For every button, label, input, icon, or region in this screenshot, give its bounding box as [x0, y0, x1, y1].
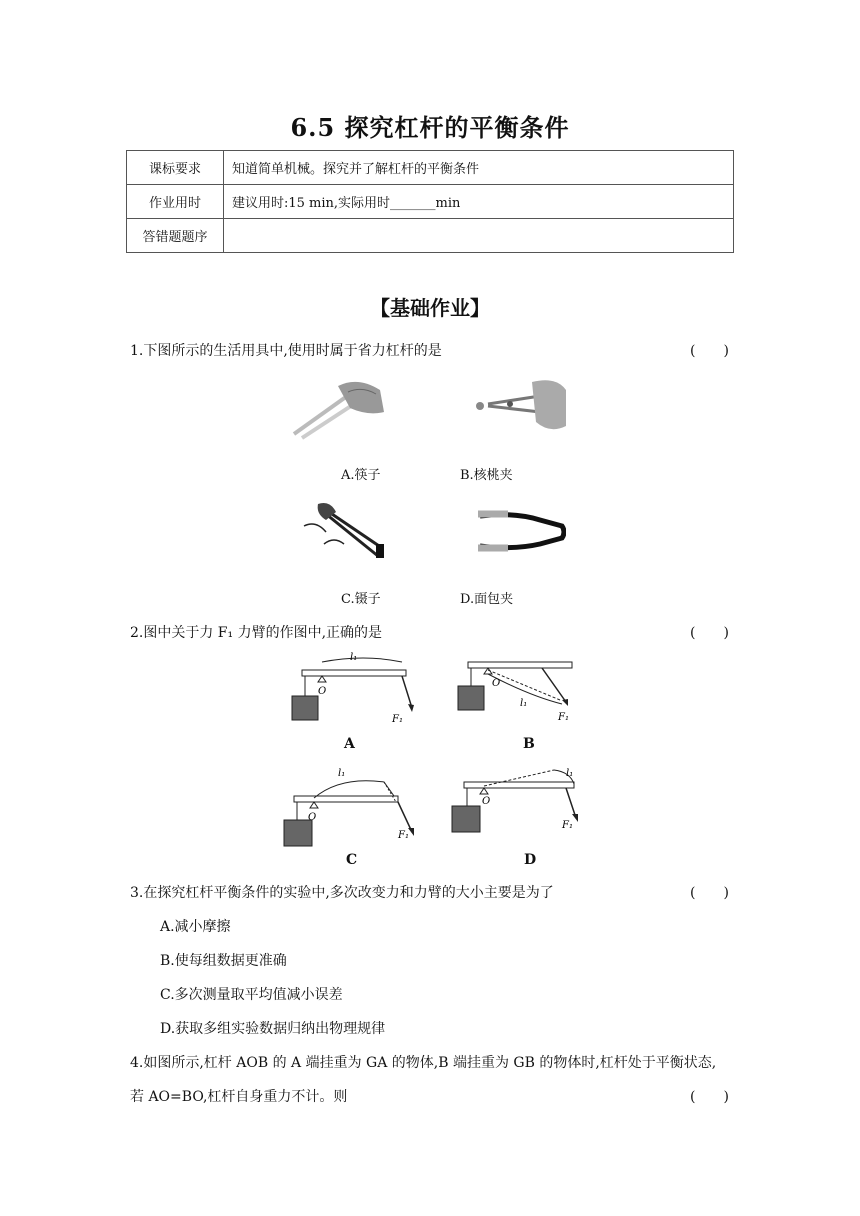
table-row: [127, 219, 734, 253]
lever-diagram-a: [284, 650, 414, 732]
page-title: 6.5 探究杠杆的平衡条件: [290, 113, 570, 142]
chopsticks-image: [288, 372, 388, 444]
label-f1: F₁: [558, 712, 569, 723]
label-o: O: [482, 796, 491, 807]
question-4-line-2: 若 AO=BO,杠杆自身重力不计。则: [130, 1089, 348, 1105]
label-o: O: [318, 686, 327, 697]
label-l1: l₁: [520, 698, 528, 709]
tweezers-image: [296, 500, 390, 564]
label-o: O: [492, 678, 501, 689]
nutcracker-image: [470, 374, 570, 436]
option-b-caption: B.核桃夹: [460, 468, 513, 483]
diagram-label-c: C: [346, 852, 358, 868]
q3-option-c: C.多次测量取平均值减小误差: [160, 987, 343, 1003]
option-a-caption: A.筷子: [341, 468, 381, 483]
question-2-text: 2.图中关于力 F₁ 力臂的作图中,正确的是: [130, 625, 383, 641]
table-row: [127, 185, 734, 219]
info-value: 知道简单机械。探究并了解杠杆的平衡条件: [224, 151, 734, 185]
bread-tongs-image: [474, 506, 566, 556]
answer-paren-2: ( ): [690, 625, 729, 641]
info-key: 作业用时: [127, 185, 224, 219]
diagram-label-a: A: [344, 736, 355, 752]
info-table: [126, 150, 734, 253]
option-d-caption: D.面包夹: [460, 592, 514, 607]
lever-diagram-c: [280, 762, 420, 848]
info-key: 课标要求: [127, 151, 224, 185]
option-c-caption: C.镊子: [341, 592, 381, 607]
label-l1: l₁: [566, 768, 574, 779]
question-4-line-1: 4.如图所示,杠杆 AOB 的 A 端挂重为 GA 的物体,B 端挂重为 GB 的物体时,杠杆处于平衡状态,: [130, 1055, 717, 1071]
label-o: O: [308, 812, 317, 823]
answer-paren-4: ( ): [690, 1089, 729, 1105]
info-value: [224, 219, 734, 253]
q3-option-a: A.减小摩擦: [160, 919, 231, 935]
answer-paren-1: ( ): [690, 343, 729, 359]
answer-paren-3: ( ): [690, 885, 729, 901]
question-1-text: 1.下图所示的生活用具中,使用时属于省力杠杆的是: [130, 343, 442, 359]
q3-option-d: D.获取多组实验数据归纳出物理规律: [160, 1021, 386, 1037]
diagram-label-b: B: [523, 736, 535, 752]
table-row: [127, 151, 734, 185]
diagram-label-d: D: [524, 852, 537, 868]
label-l1: l₁: [350, 652, 358, 663]
lever-diagram-b: [450, 656, 580, 732]
label-l1: l₁: [338, 768, 346, 779]
label-f1: F₁: [398, 830, 409, 841]
label-f1: F₁: [392, 714, 403, 725]
label-f1: F₁: [562, 820, 573, 831]
question-3-text: 3.在探究杠杆平衡条件的实验中,多次改变力和力臂的大小主要是为了: [130, 885, 554, 901]
q3-option-b: B.使每组数据更准确: [160, 953, 287, 969]
section-heading: 【基础作业】: [370, 296, 490, 320]
info-value: 建议用时:15 min,实际用时_______min: [224, 185, 734, 219]
info-key: 答错题题序: [127, 219, 224, 253]
lever-diagram-d: [446, 762, 586, 848]
